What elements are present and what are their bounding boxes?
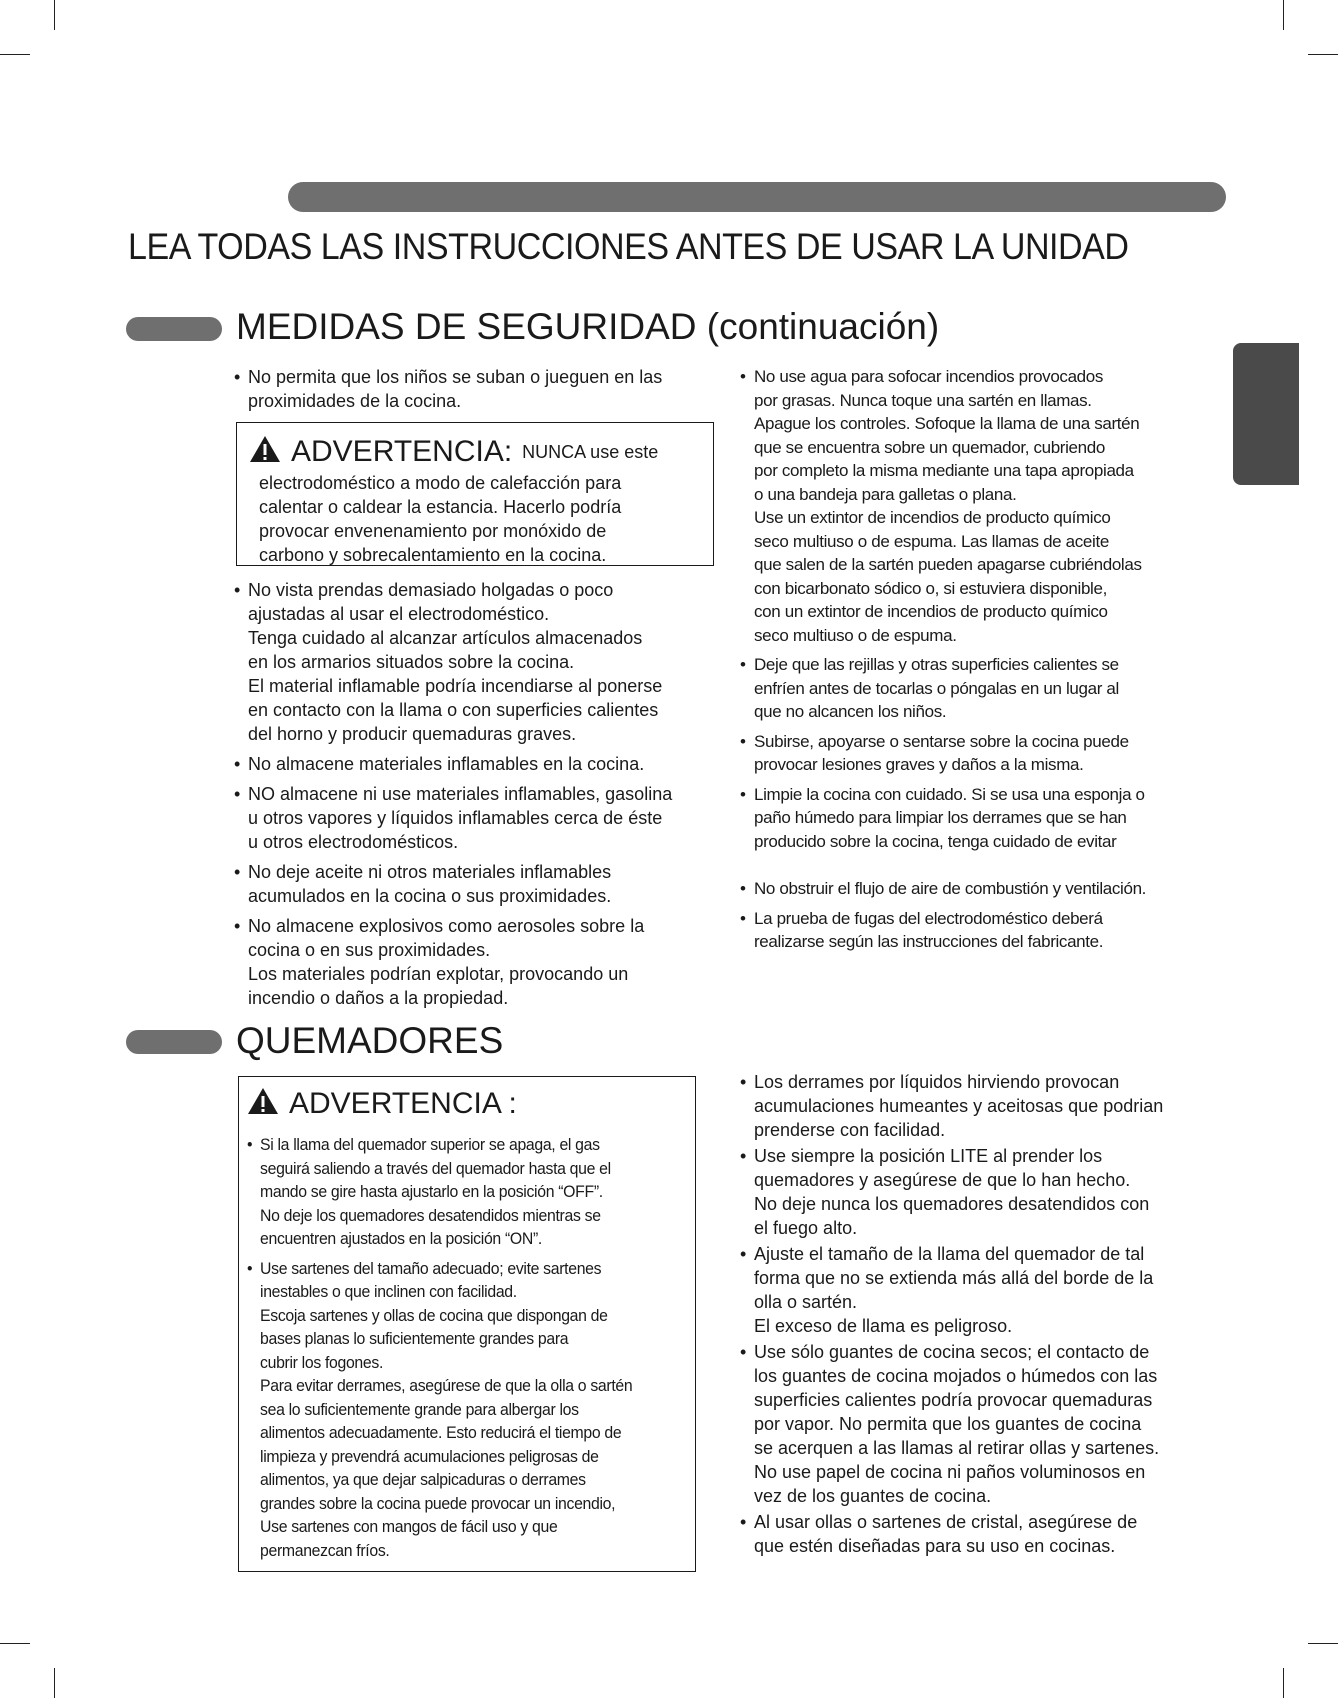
bullet-dot: •: [740, 731, 746, 751]
list-item: [740, 1510, 1220, 1558]
line: acumulados en la cocina o sus proximidades.: [248, 886, 612, 906]
line: Use sólo guantes de cocina secos; el contacto de: [754, 1342, 1150, 1362]
line: incendio o daños a la propiedad.: [248, 988, 509, 1008]
section-title: MEDIDAS DE SEGURIDAD (continuación): [236, 306, 940, 347]
warning-triangle-icon: [249, 435, 281, 469]
left-column-bottom: [234, 578, 704, 1016]
header-bar: [288, 182, 1226, 212]
line: Tenga cuidado al alcanzar artículos almacenados: [248, 628, 643, 648]
line: La prueba de fugas del electrodoméstico deberá: [754, 908, 1103, 928]
list-item: [234, 860, 704, 908]
warning-content: [249, 435, 658, 567]
list-item: [740, 907, 1220, 954]
crop-mark: [1308, 54, 1338, 55]
bullet-dot: •: [740, 367, 746, 386]
page-title: LEA TODAS LAS INSTRUCCIONES ANTES DE USAR LA UNIDAD: [128, 226, 1129, 267]
warning-box: [236, 422, 714, 566]
list-item: [247, 1133, 675, 1251]
warning-label: ADVERTENCIA :: [289, 1087, 517, 1120]
line: que salen de la sartén pueden apagarse cubriéndolas: [754, 555, 1142, 574]
line: No vista prendas demasiado holgadas o poco: [248, 580, 614, 600]
crop-mark: [54, 0, 55, 30]
bullet-dot: •: [740, 1342, 747, 1362]
bullet-dot: •: [740, 1146, 747, 1166]
line: El exceso de llama es peligroso.: [754, 1316, 1013, 1336]
line: Si la llama del quemador superior se apaga, el gas: [260, 1135, 600, 1154]
bullet-dot: •: [740, 1512, 747, 1532]
warning-box: [238, 1076, 696, 1572]
list-item: [740, 730, 1220, 777]
line: el fuego alto.: [754, 1218, 858, 1238]
line: proximidades de la cocina.: [248, 391, 462, 411]
side-tab: [1233, 343, 1299, 485]
line: que estén diseñadas para su uso en cocinas.: [754, 1536, 1116, 1556]
line: encuentren ajustados en la posición “ON”.: [260, 1229, 542, 1248]
line: cocina o en sus proximidades.: [248, 940, 491, 960]
line: Deje que las rejillas y otras superficies calientes se: [754, 655, 1119, 674]
line: Use siempre la posición LITE al prender los: [754, 1146, 1103, 1166]
line: Use un extintor de incendios de producto químico: [754, 508, 1111, 527]
section-title: QUEMADORES: [236, 1020, 504, 1061]
line: o una bandeja para galletas o plana.: [754, 484, 1017, 504]
left-column-top: [234, 365, 704, 419]
line: quemadores y asegúrese de que lo han hecho.: [754, 1170, 1131, 1190]
crop-mark: [1283, 0, 1284, 30]
list-item: [234, 782, 704, 854]
list-item: [740, 653, 1220, 724]
line: paño húmedo para limpiar los derrames que se han: [754, 808, 1127, 827]
line: alimentos, ya que dejar salpicaduras o derrames: [260, 1470, 586, 1489]
list-item: [740, 783, 1220, 854]
bullet-dot: •: [740, 655, 746, 674]
line: calentar o caldear la estancia. Hacerlo podría: [259, 497, 622, 517]
section-pill: [126, 317, 222, 341]
warning-content: [247, 1087, 707, 1568]
line: grandes sobre la cocina puede provocar un incendio,: [260, 1493, 616, 1513]
spacer: [740, 859, 1220, 877]
bullet-dot: •: [740, 908, 746, 928]
line: No almacene explosivos como aerosoles sobre la: [248, 916, 645, 936]
line: provocar envenenamiento por monóxido de: [259, 521, 607, 541]
list-item: [740, 365, 1220, 647]
line: sea lo suficientemente grande para albergar los: [260, 1399, 579, 1419]
warning-header: [247, 1087, 707, 1121]
line: u otros electrodomésticos.: [248, 832, 459, 852]
bullet-dot: •: [247, 1135, 253, 1154]
line: con bicarbonato sódico o, si estuviera disponible,: [754, 578, 1107, 598]
line: realizarse según las instrucciones del fabricante.: [754, 932, 1104, 951]
line: Limpie la cocina con cuidado. Si se usa una esponja o: [754, 784, 1145, 804]
line: Los derrames por líquidos hirviendo provocan: [754, 1072, 1120, 1092]
crop-mark: [1283, 1668, 1284, 1698]
bullet-dot: •: [740, 1072, 747, 1092]
bullet-dot: •: [247, 1258, 253, 1278]
bullet-dot: •: [234, 367, 241, 387]
line: Subirse, apoyarse o sentarse sobre la cocina puede: [754, 731, 1129, 751]
line: No deje aceite ni otros materiales inflamables: [248, 862, 612, 882]
line: alimentos adecuadamente. Esto reducirá el tiempo de: [260, 1423, 622, 1442]
crop-mark: [54, 1668, 55, 1698]
line: forma que no se extienda más allá del borde de la: [754, 1268, 1154, 1288]
line: Los materiales podrían explotar, provocando un: [248, 964, 629, 984]
line: El material inflamable podría incendiarse al ponerse: [248, 676, 663, 696]
line: seco multiuso o de espuma.: [754, 625, 957, 645]
line: No deje nunca los quemadores desatendidos con: [754, 1194, 1150, 1214]
list-item: [247, 1257, 675, 1563]
line: en contacto con la llama o con superficies calientes: [248, 700, 659, 720]
line: del horno y producir quemaduras graves.: [248, 724, 577, 744]
warning-lead: NUNCA use este: [522, 442, 659, 462]
list-item: [234, 914, 704, 1010]
list-item: [740, 1242, 1220, 1338]
line: ajustadas al usar el electrodoméstico.: [248, 604, 550, 624]
bullet-dot: •: [740, 879, 746, 898]
line: No permita que los niños se suban o jueguen en las: [248, 367, 663, 387]
line: No deje los quemadores desatendidos mientras se: [260, 1205, 601, 1225]
list-item: [234, 578, 704, 746]
line: bases planas lo suficientemente grandes para: [260, 1329, 569, 1348]
line: acumulaciones humeantes y aceitosas que podrian: [754, 1096, 1164, 1116]
line: Escoja sartenes y ollas de cocina que dispongan de: [260, 1305, 608, 1325]
line: seguirá saliendo a través del quemador hasta que el: [260, 1158, 611, 1178]
line: con un extintor de incendios de producto químico: [754, 602, 1108, 621]
line: que no alcancen los niños.: [754, 702, 947, 721]
bullet-dot: •: [234, 754, 241, 774]
line: Ajuste el tamaño de la llama del quemador de tal: [754, 1244, 1145, 1264]
line: olla o sartén.: [754, 1292, 858, 1312]
line: se acerquen a las llamas al retirar ollas y sartenes.: [754, 1438, 1160, 1458]
bullet-dot: •: [234, 784, 241, 804]
list-item: [234, 752, 704, 776]
list-item: [740, 877, 1220, 901]
line: en los armarios situados sobre la cocina.: [248, 652, 575, 672]
list-item: [740, 1144, 1220, 1240]
list-item: [234, 365, 704, 413]
crop-mark: [1308, 1643, 1338, 1644]
bullet-dot: •: [234, 862, 241, 882]
bullet-dot: •: [740, 1244, 747, 1264]
line: superficies calientes podría provocar quemaduras: [754, 1390, 1153, 1410]
right-column-section2: [740, 1070, 1220, 1564]
line: los guantes de cocina mojados o húmedos con las: [754, 1366, 1158, 1386]
line: NO almacene ni use materiales inflamables, gasolina: [248, 784, 673, 804]
line: No almacene materiales inflamables en la cocina.: [248, 754, 645, 774]
bullet-dot: •: [234, 916, 241, 936]
line: seco multiuso o de espuma. Las llamas de aceite: [754, 531, 1109, 551]
line: vez de los guantes de cocina.: [754, 1486, 992, 1506]
bullet-dot: •: [234, 580, 241, 600]
line: cubrir los fogones.: [260, 1352, 384, 1372]
line: inestables o que inclinen con facilidad.: [260, 1282, 517, 1301]
line: carbono y sobrecalentamiento en la cocina.: [259, 545, 607, 565]
line: limpieza y prevendrá acumulaciones peligrosas de: [260, 1446, 599, 1466]
line: Al usar ollas o sartenes de cristal, asegúrese de: [754, 1512, 1138, 1532]
line: No use papel de cocina ni paños voluminosos en: [754, 1462, 1146, 1482]
line: que se encuentra sobre un quemador, cubriendo: [754, 437, 1105, 457]
line: provocar lesiones graves y daños a la misma.: [754, 755, 1084, 774]
crop-mark: [0, 1643, 30, 1644]
crop-mark: [0, 54, 30, 55]
warning-triangle-icon: [247, 1087, 279, 1121]
line: enfríen antes de tocarlas o póngalas en un lugar al: [754, 678, 1119, 698]
line: u otros vapores y líquidos inflamables cerca de éste: [248, 808, 663, 828]
line: por grasas. Nunca toque una sartén en llamas.: [754, 390, 1092, 410]
line: mando se gire hasta ajustarlo en la posición “OFF”.: [260, 1182, 603, 1201]
line: Para evitar derrames, asegúrese de que la olla o sartén: [260, 1376, 633, 1395]
line: por completo la misma mediante una tapa apropiada: [754, 461, 1134, 480]
list-item: [740, 1340, 1220, 1508]
section-pill: [126, 1030, 222, 1054]
list-item: [740, 1070, 1220, 1142]
line: Use sartenes con mangos de fácil uso y que: [260, 1517, 558, 1536]
line: electrodoméstico a modo de calefacción para: [259, 473, 622, 493]
line: permanezcan fríos.: [260, 1540, 390, 1560]
line: No use agua para sofocar incendios provocados: [754, 367, 1104, 386]
line: producido sobre la cocina, tenga cuidado de evitar: [754, 831, 1117, 851]
warning-header: [249, 435, 658, 469]
right-column-section1: [740, 365, 1220, 960]
line: Use sartenes del tamaño adecuado; evite sartenes: [260, 1258, 602, 1278]
warning-label: ADVERTENCIA:: [291, 435, 513, 468]
line: No obstruir el flujo de aire de combustión y ventilación.: [754, 879, 1147, 898]
bullet-dot: •: [740, 784, 746, 804]
line: Apague los controles. Sofoque la llama de una sartén: [754, 414, 1140, 433]
line: por vapor. No permita que los guantes de cocina: [754, 1414, 1142, 1434]
line: prenderse con facilidad.: [754, 1120, 946, 1140]
